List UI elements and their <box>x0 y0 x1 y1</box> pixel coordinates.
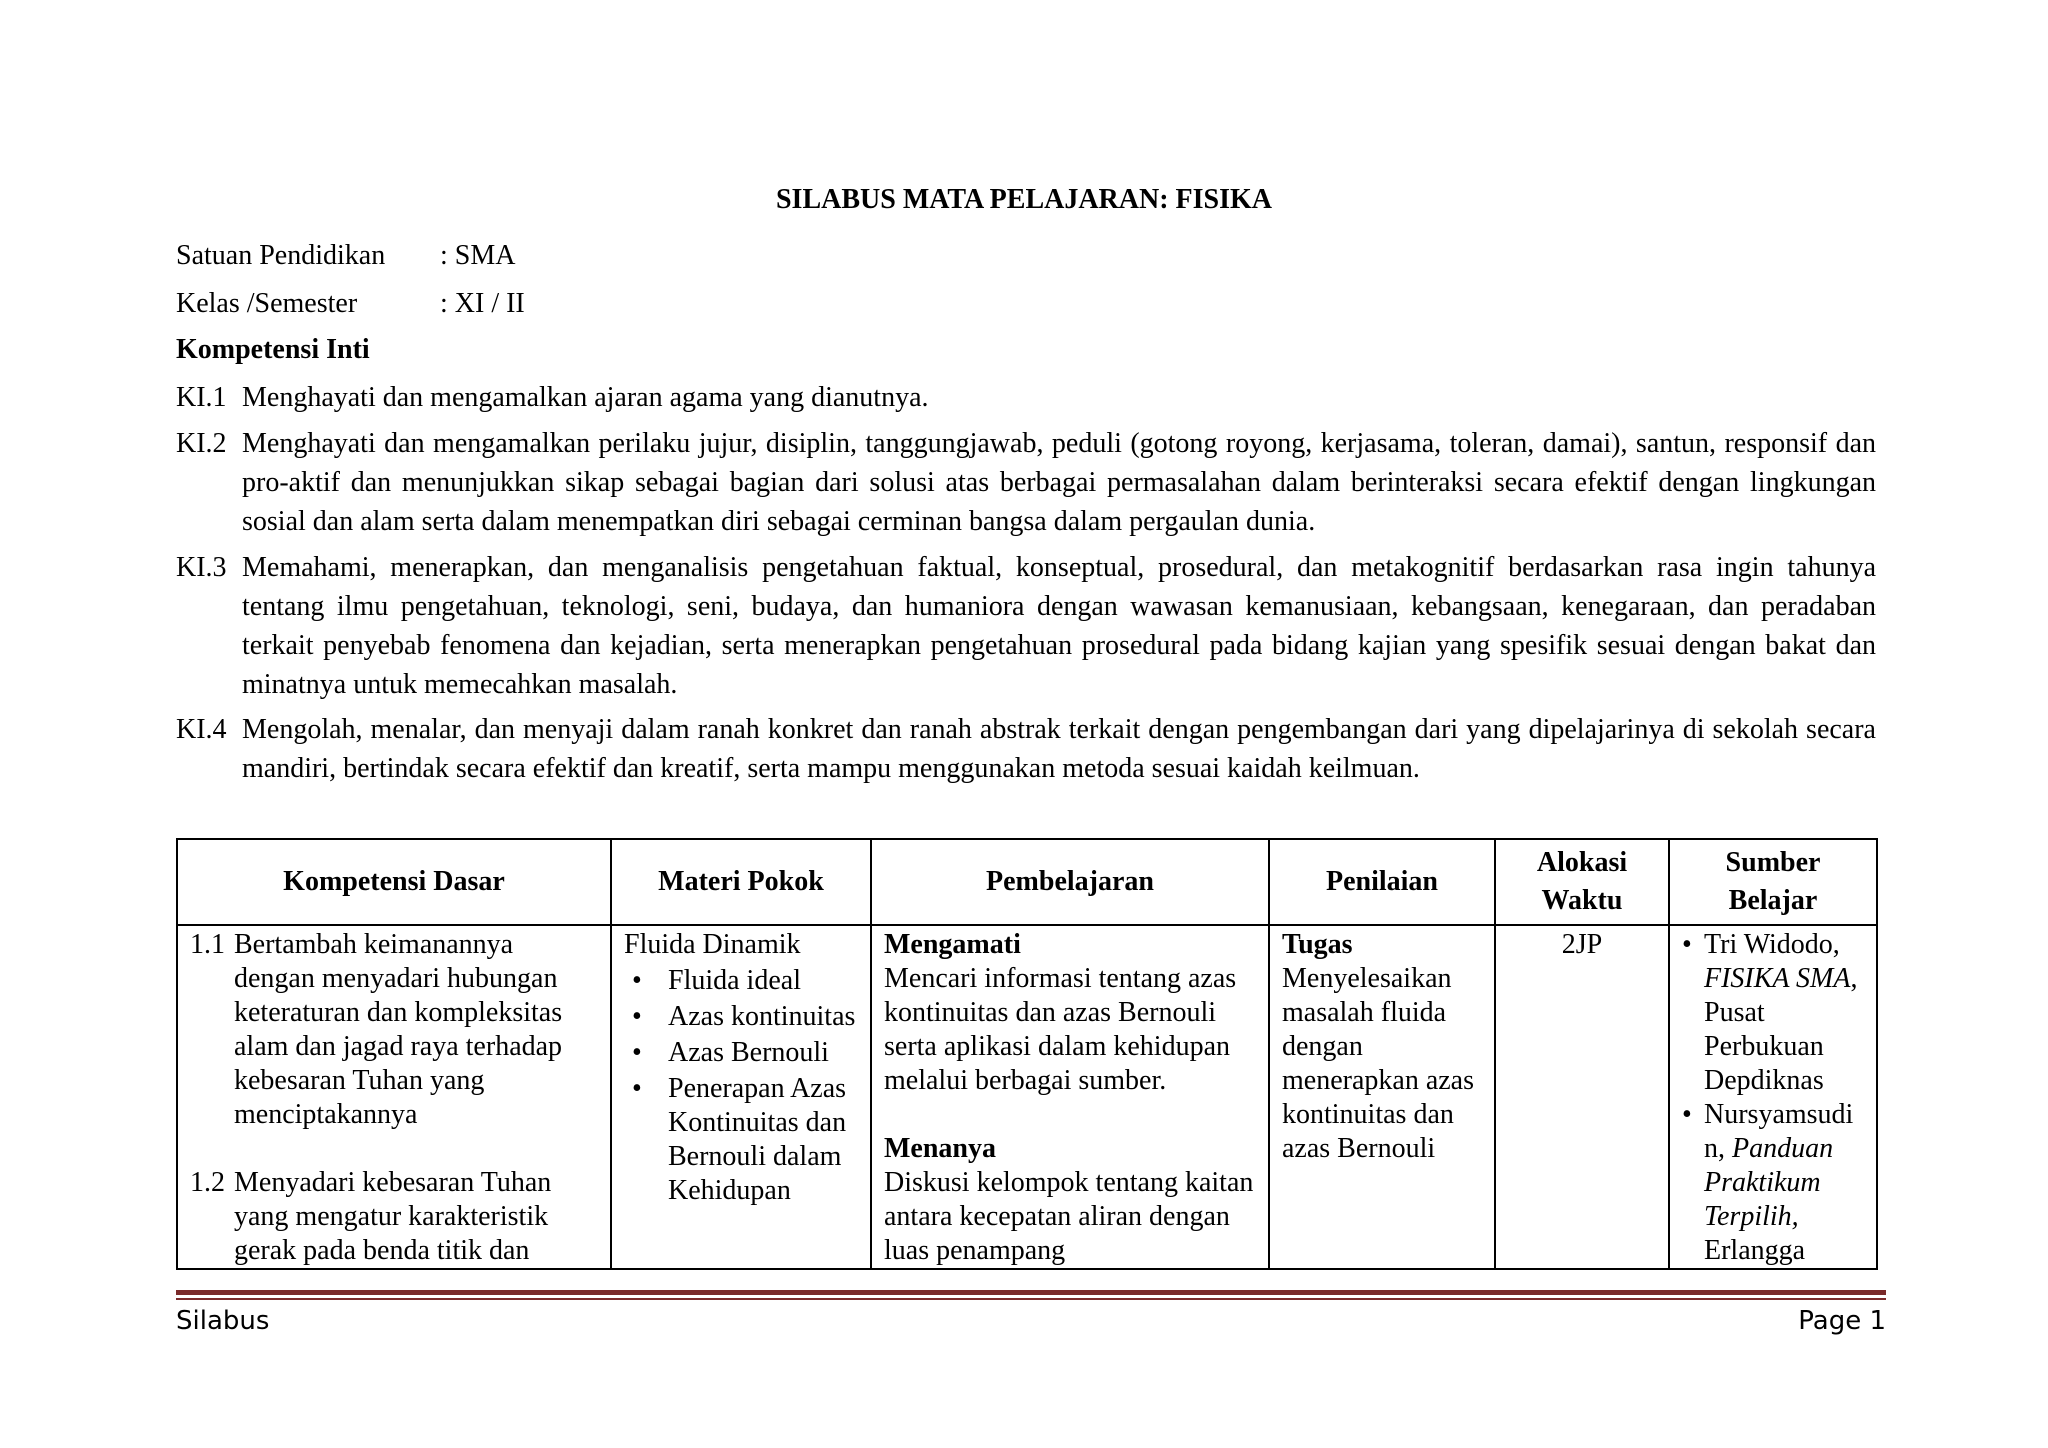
cell-alokasi-waktu: 2JP <box>1495 925 1669 1269</box>
footer-divider-thin <box>176 1298 1886 1300</box>
syllabus-table <box>176 838 1878 1270</box>
sumber-title: FISIKA SMA <box>1704 963 1851 994</box>
meta-label: Kelas /Semester <box>176 288 358 319</box>
ki-code: KI.3 <box>176 552 227 583</box>
ki-2 <box>176 424 1876 541</box>
meta-kelas-semester <box>176 288 525 320</box>
kd-number: 1.2 <box>190 1167 225 1198</box>
ki-4 <box>176 710 1876 788</box>
list-item: • Penerapan Azas Kontinuitas dan Bernouli dalam Kehidupan <box>624 1072 858 1208</box>
list-item: • Azas kontinuitas <box>624 1000 858 1034</box>
kd-text: Bertambah keimanannya dengan menyadari hubungan keteraturan dan kompleksitas alam dan jagad raya terhadap kebesaran Tuhan yang menciptakannya <box>234 929 563 1130</box>
list-item <box>1682 928 1864 1098</box>
kd-text: Menyadari kebesaran Tuhan yang mengatur karakteristik gerak pada benda titik dan <box>234 1167 552 1266</box>
cell-penilaian <box>1269 925 1495 1269</box>
ki-1 <box>176 378 1876 417</box>
cell-materi-pokok <box>611 925 871 1269</box>
header-pembelajaran: Pembelajaran <box>871 839 1269 925</box>
list-item <box>1682 1098 1864 1268</box>
footer-divider <box>176 1290 1886 1295</box>
header-alokasi-line2: Waktu <box>1541 885 1623 916</box>
sumber-author: Nursyamsudi n, <box>1704 1099 1854 1164</box>
kd-item <box>190 928 598 1132</box>
materi-heading: Fluida Dinamik <box>624 929 801 960</box>
header-sumber-line2: Belajar <box>1728 885 1818 916</box>
footer-left: Silabus <box>176 1306 270 1336</box>
header-sumber-line1: Sumber <box>1725 847 1821 878</box>
document-title: SILABUS MATA PELAJARAN: FISIKA <box>775 184 1273 215</box>
header-alokasi-line1: Alokasi <box>1536 847 1628 878</box>
header-penilaian: Penilaian <box>1269 839 1495 925</box>
cell-pembelajaran <box>871 925 1269 1269</box>
ki-code: KI.4 <box>176 714 227 745</box>
ki-3 <box>176 548 1876 704</box>
ki-text: Menghayati dan mengamalkan ajaran agama yang dianutnya. <box>242 382 929 413</box>
sumber-title: Panduan Praktikum Terpilih, <box>1704 1133 1834 1232</box>
footer-page-number: Page 1 <box>1798 1306 1886 1336</box>
cell-kompetensi-dasar <box>177 925 611 1269</box>
meta-value: : SMA <box>440 240 516 271</box>
materi-list <box>624 964 858 1208</box>
ki-text: Menghayati dan mengamalkan perilaku jujur, disiplin, tanggungjawab, peduli (gotong royong, kerjasama, toleran, damai), santun, responsif dan pro-aktif dan menunjukkan sikap sebagai bagian dari solusi atas berbagai permasalahan dalam berinteraksi secara efektif dengan lingkungan sosial dan alam serta dalam menempatkan diri sebagai cerminan bangsa dalam pergaulan dunia. <box>242 428 1876 537</box>
meta-satuan-pendidikan <box>176 240 515 272</box>
list-item: • Azas Bernouli <box>624 1036 858 1070</box>
penilaian-text: Menyelesaikan masalah fluida dengan menerapkan azas kontinuitas dan azas Bernouli <box>1282 963 1474 1164</box>
kd-number: 1.1 <box>190 929 225 960</box>
ki-text: Mengolah, menalar, dan menyaji dalam ranah konkret dan ranah abstrak terkait dengan pengembangan dari yang dipelajarinya di sekolah secara mandiri, bertindak secara efektif dan kreatif, serta mampu menggunakan metoda sesuai kaidah keilmuan. <box>242 714 1876 784</box>
table-header-row <box>177 839 1877 925</box>
ki-heading: Kompetensi Inti <box>176 334 370 365</box>
mengamati-title: Mengamati <box>884 929 1021 960</box>
list-item: • Fluida ideal <box>624 964 858 998</box>
meta-value: : XI / II <box>440 288 525 319</box>
menanya-text: Diskusi kelompok tentang kaitan antara kecepatan aliran dengan luas penampang <box>884 1167 1254 1266</box>
kd-item <box>190 1166 598 1268</box>
sumber-rest: Erlangga <box>1704 1235 1806 1266</box>
header-materi-pokok: Materi Pokok <box>611 839 871 925</box>
meta-label: Satuan Pendidikan <box>176 240 386 271</box>
sumber-rest: , Pusat Perbukuan Depdiknas <box>1704 963 1858 1096</box>
header-sumber-belajar <box>1669 839 1877 925</box>
mengamati-text: Mencari informasi tentang azas kontinuitas dan azas Bernouli serta aplikasi dalam kehidupan melalui berbagai sumber. <box>884 963 1237 1096</box>
menanya-title: Menanya <box>884 1133 996 1164</box>
header-kompetensi-dasar: Kompetensi Dasar <box>177 839 611 925</box>
sumber-list <box>1682 928 1864 1268</box>
cell-sumber-belajar <box>1669 925 1877 1269</box>
penilaian-title: Tugas <box>1282 929 1353 960</box>
table-row <box>177 925 1877 1269</box>
ki-text: Memahami, menerapkan, dan menganalisis pengetahuan faktual, konseptual, prosedural, dan metakognitif berdasarkan rasa ingin tahunya tentang ilmu pengetahuan, teknologi, seni, budaya, dan humaniora dengan wawasan kemanusiaan, kebangsaan, kenegaraan, dan peradaban terkait penyebab fenomena dan kejadian, serta menerapkan pengetahuan prosedural pada bidang kajian yang spesifik sesuai dengan bakat dan minatnya untuk memecahkan masalah. <box>242 552 1876 700</box>
ki-code: KI.1 <box>176 382 227 413</box>
ki-code: KI.2 <box>176 428 227 459</box>
sumber-author: Tri Widodo, <box>1704 929 1840 960</box>
header-alokasi-waktu <box>1495 839 1669 925</box>
